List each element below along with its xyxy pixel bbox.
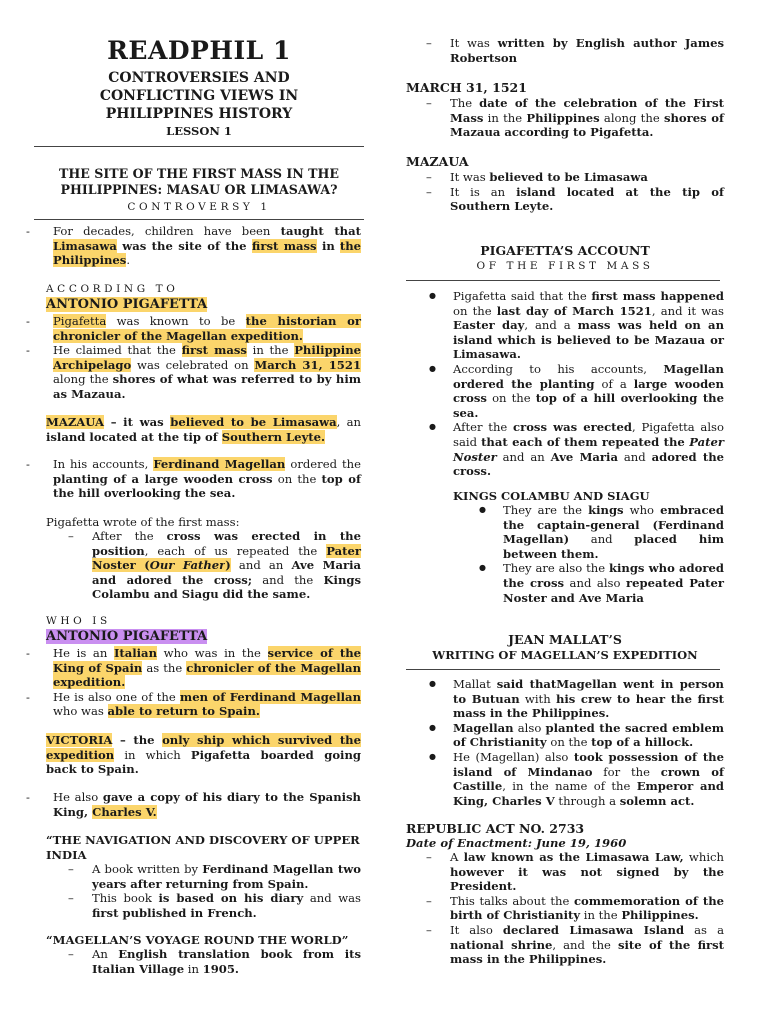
according-label: ACCORDING TO [46, 283, 179, 295]
mazaua-list [426, 170, 724, 214]
list-item: – This book is based on his diary and was first published in French. [68, 891, 361, 920]
account-title: PIGAFETTA’S ACCOUNT [480, 243, 650, 258]
list-item: ● They are also the kings who adored the cross and also repeated Pater Noster and Ave Maria [476, 561, 724, 605]
whois-name: ANTONIO PIGAFETTA [46, 629, 208, 644]
whois-list [26, 646, 361, 719]
list-item: - He also gave a copy of his diary to the Spanish King, Charles V. [26, 790, 361, 819]
march-list [426, 96, 724, 140]
divider [34, 146, 364, 147]
quote-list [68, 529, 361, 602]
list-item: – It also declared Limasawa Island as a national shrine, and the site of the first mass in the Philippines. [426, 923, 724, 967]
ra-list [426, 850, 724, 967]
lesson-label: LESSON 1 [166, 124, 232, 138]
list-item: ● Mallat said thatMagellan went in person to Butuan with his crew to hear the first mass in the Philippines. [426, 677, 724, 721]
list-item: – It is an island located at the tip of Southern Leyte. [426, 185, 724, 214]
written-list [426, 36, 724, 65]
list-item: - He is an Italian who was in the service of the King of Spain as the chronicler of the Magellan expedition. [26, 646, 361, 690]
list-item: ● According to his accounts, Magellan ordered the planting of a large wooden cross on the top of a hill overlooking the sea. [426, 362, 724, 420]
book2-title: “MAGELLAN’S VOYAGE ROUND THE WORLD” [46, 933, 349, 947]
controversy-title: THE SITE OF THE FIRST MASS IN THE PHILIPPINES: MASAU OR LIMASAWA? CONTROVERSY 1 [36, 166, 362, 215]
list-item: - Pigafetta was known to be the historian or chronicler of the Magellan expedition. [26, 314, 361, 343]
list-item: – A book written by Ferdinand Magellan two years after returning from Spain. [68, 862, 361, 891]
copy-list [26, 790, 361, 819]
list-item: – An English translation book from its Italian Village in 1905. [68, 947, 361, 976]
account-subtitle: OF THE FIRST MASS [476, 260, 654, 272]
list-item: – It was written by English author James Robertson [426, 36, 724, 65]
march-heading: MARCH 31, 1521 [406, 80, 527, 95]
list-item: - For decades, children have been taught that Limasawa was the site of the first mass in the Philippines. [26, 224, 361, 268]
list-item: ● After the cross was erected, Pigafetta also said that each of them repeated the Pater Noster and an Ave Maria and adored the cross. [426, 420, 724, 478]
book1-title: “THE NAVIGATION AND DISCOVERY OF UPPER INDIA [46, 833, 360, 862]
wrote-line: Pigafetta wrote of the first mass: [46, 515, 240, 529]
mallat-subtitle: WRITING OF MAGELLAN’S EXPEDITION [432, 648, 698, 662]
list-item: ● Magellan also planted the sacred emblem of Christianity on the top of a hillock. [426, 721, 724, 750]
list-item: – A law known as the Limasawa Law, which however it was not signed by the President. [426, 850, 724, 894]
list-item: – It was believed to be Limasawa [426, 170, 724, 185]
list-item: ● They are the kings who embraced the captain-general (Ferdinand Magellan) and placed him between them. [476, 503, 724, 561]
intro-list [26, 224, 361, 268]
kings-list [476, 503, 724, 605]
divider [406, 669, 720, 670]
document-title: READPHIL 1 [107, 36, 291, 65]
mallat-title: JEAN MALLAT’S [508, 632, 622, 647]
divider [406, 280, 720, 281]
document-subtitle: CONTROVERSIES AND CONFLICTING VIEWS IN PHILIPPINES HISTORY [99, 70, 299, 122]
mazaua-heading: MAZAUA [406, 154, 469, 169]
whois-label: WHO IS [46, 615, 111, 627]
mazaua-paragraph: MAZAUA – it was believed to be Limasawa, an island located at the tip of Southern Leyte. [46, 415, 362, 444]
list-item: – The date of the celebration of the First Mass in the Philippines along the shores of Mazaua according to Pigafetta. [426, 96, 724, 140]
list-item: ● He (Magellan) also took possession of the island of Mindanao for the crown of Castille, in the name of the Emperor and King, Charles V through a solemn act. [426, 750, 724, 808]
kings-heading: KINGS COLAMBU AND SIAGU [453, 489, 650, 503]
mallat-list [426, 677, 724, 808]
list-item: – After the cross was erected in the position, each of us repeated the Pater Noster (Our Father) and an Ave Maria and adored the cross; and the Kings Colambu and Siagu did the same. [68, 529, 361, 602]
divider [34, 219, 364, 220]
list-item: ● Pigafetta said that the first mass happened on the last day of March 1521, and it was Easter day, and a mass was held on an island which is believed to be Mazaua or Limasawa. [426, 289, 724, 362]
according-name: ANTONIO PIGAFETTA [46, 297, 208, 312]
list-item: - He is also one of the men of Ferdinand Magellan who was able to return to Spain. [26, 690, 361, 719]
list-item: – This talks about the commemoration of the birth of Christianity in the Philippines. [426, 894, 724, 923]
magellan-list [26, 457, 361, 501]
ra-date: Date of Enactment: June 19, 1960 [406, 836, 627, 850]
list-item: - He claimed that the first mass in the Philippine Archipelago was celebrated on March 31, 1521 along the shores of what was referred to by him as Mazaua. [26, 343, 361, 401]
account-list [426, 289, 724, 479]
victoria-paragraph: VICTORIA – the only ship which survived the expedition in which Pigafetta boarded going back to Spain. [46, 733, 361, 777]
book2-list [68, 947, 361, 976]
controversy-label: CONTROVERSY 1 [127, 201, 271, 213]
pigafetta-list [26, 314, 361, 402]
list-item: - In his accounts, Ferdinand Magellan ordered the planting of a large wooden cross on the top of the hill overlooking the sea. [26, 457, 361, 501]
book1-list [68, 862, 361, 920]
ra-heading: REPUBLIC ACT NO. 2733 [406, 821, 585, 836]
